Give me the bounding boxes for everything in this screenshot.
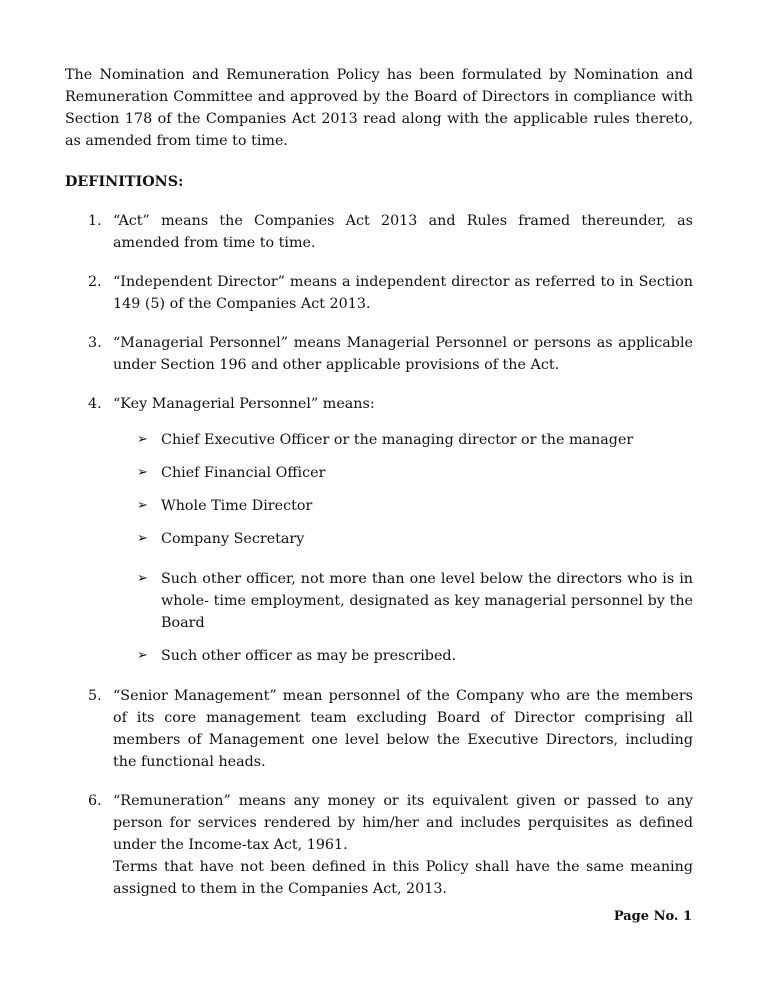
kmp-item-text: Chief Financial Officer — [161, 465, 326, 481]
intro-paragraph: The Nomination and Remuneration Policy has been formulated by Nomination and Remuneration Committee and approved by the Board of Directors in compliance with Section 178 of the Companies Act 2013 read along with the applicable rules thereto, as amended from time to time. — [65, 67, 693, 149]
definition-item — [65, 685, 693, 773]
definition-text: “Independent Director” means a independent director as referred to in Section 149 (5) of the Companies Act 2013. — [113, 274, 693, 312]
arrow-bullet-icon: ➢ — [137, 571, 148, 586]
definition-text: “Act” means the Companies Act 2013 and Rules framed thereunder, as amended from time to time. — [113, 213, 693, 251]
definition-number: 3. — [88, 335, 102, 351]
definition-text: “Remuneration” means any money or its equivalent given or passed to any person for services rendered by him/her and includes perquisites as defined under the Income-tax Act, 1961. — [113, 793, 693, 853]
kmp-item — [113, 528, 693, 550]
definition-item — [65, 332, 693, 376]
definition-text: “Managerial Personnel” means Managerial Personnel or persons as applicable under Section 196 and other applicable provisions of the Act. — [113, 335, 693, 373]
definition-number: 5. — [88, 688, 102, 704]
definition-number: 4. — [88, 396, 102, 412]
definition-item — [65, 393, 693, 667]
arrow-bullet-icon: ➢ — [137, 432, 148, 447]
definition-text: “Key Managerial Personnel” means: — [113, 396, 375, 412]
kmp-item — [113, 429, 693, 451]
definitions-list — [65, 210, 693, 900]
kmp-item — [113, 645, 693, 667]
arrow-bullet-icon: ➢ — [137, 531, 148, 546]
definition-number: 6. — [88, 793, 102, 809]
definition-item — [65, 271, 693, 315]
kmp-item — [113, 568, 693, 634]
kmp-item-text: Company Secretary — [161, 531, 305, 547]
kmp-item-text: Such other officer as may be prescribed. — [161, 648, 457, 664]
definition-text: “Senior Management” mean personnel of the Company who are the members of its core management team excluding Board of Director comprising all members of Management one level below the Executive Directors, including the functional heads. — [113, 688, 693, 770]
arrow-bullet-icon: ➢ — [137, 465, 148, 480]
kmp-item-text: Such other officer, not more than one level below the directors who is in whole- time employment, designated as key managerial personnel by the Board — [161, 571, 693, 631]
definitions-heading: DEFINITIONS: — [65, 174, 184, 190]
kmp-item-text: Chief Executive Officer or the managing director or the manager — [161, 432, 634, 448]
page-number: Page No. 1 — [613, 909, 692, 924]
definition-item — [65, 210, 693, 254]
document-body — [65, 64, 693, 900]
kmp-item-text: Whole Time Director — [161, 498, 313, 514]
definition-number: 1. — [88, 213, 102, 229]
kmp-item — [113, 495, 693, 517]
definition-item — [65, 790, 693, 900]
arrow-bullet-icon: ➢ — [137, 648, 148, 663]
definition-number: 2. — [88, 274, 102, 290]
closing-paragraph: Terms that have not been defined in this Policy shall have the same meaning assigned to them in the Companies Act, 2013. — [113, 859, 693, 897]
kmp-list — [113, 429, 693, 667]
arrow-bullet-icon: ➢ — [137, 498, 148, 513]
kmp-item — [113, 462, 693, 484]
